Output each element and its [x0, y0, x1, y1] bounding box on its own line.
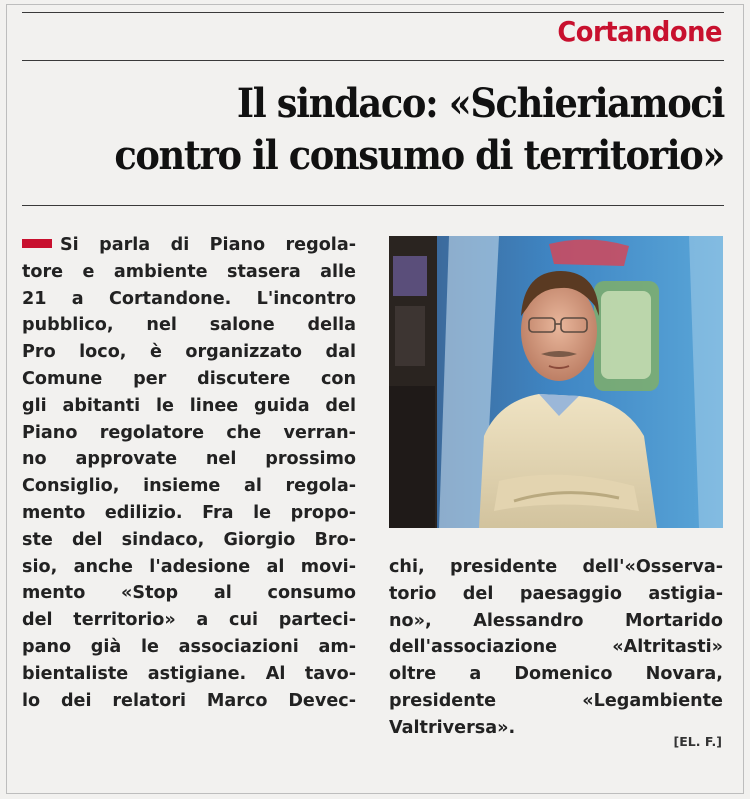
body-line: ste del sindaco, Giorgio Bro-	[22, 529, 356, 550]
body-line: Valtriversa».	[389, 717, 516, 738]
body-line: mento edilizio. Fra le propo-	[22, 502, 356, 523]
body-line: Pro loco, è organizzato dal	[22, 342, 356, 363]
body-line: Consiglio, insieme al regola-	[22, 476, 356, 497]
body-column-right	[389, 554, 723, 742]
lead-marker	[22, 239, 52, 248]
top-rule	[22, 12, 724, 13]
section-rule	[22, 60, 724, 61]
body-line: tore e ambiente stasera alle	[22, 261, 356, 282]
body-line: pubblico, nel salone della	[22, 315, 356, 336]
body-line: bientaliste astigiane. Al tavo-	[22, 663, 356, 684]
body-line: dell'associazione «Altritasti»	[389, 637, 723, 658]
body-line: sio, anche l'adesione al movi-	[22, 556, 356, 577]
body-line: 21 a Cortandone. L'incontro	[22, 288, 356, 309]
body-line: torio del paesaggio astigia-	[389, 583, 723, 604]
body-line: no approvate nel prossimo	[22, 449, 356, 470]
body-line: gli abitanti le linee guida del	[22, 395, 356, 416]
headline-rule	[22, 205, 724, 206]
body-line: lo dei relatori Marco Devec-	[22, 690, 356, 711]
headline	[24, 78, 724, 182]
body-line: del territorio» a cui parteci-	[22, 610, 356, 631]
headline-line-2: contro il consumo di territorio»	[114, 132, 725, 179]
body-line: Piano regolatore che verran-	[22, 422, 356, 443]
body-line: presidente «Legambiente	[389, 690, 723, 711]
section-label: Cortandone	[557, 15, 722, 48]
body-line: chi, presidente dell'«Osserva-	[389, 557, 723, 577]
body-line: pano già le associazioni am-	[22, 636, 356, 657]
body-column-left	[22, 232, 356, 714]
body-line: Comune per discutere con	[22, 368, 356, 389]
body-line: mento «Stop al consumo	[22, 583, 356, 604]
body-line: no», Alessandro Mortarido	[389, 610, 723, 631]
portrait-illustration	[389, 236, 723, 528]
portrait-photo	[389, 236, 723, 528]
author-signature: [EL. F.]	[673, 734, 722, 749]
body-line: Si parla di Piano regola-	[22, 232, 356, 259]
headline-line-1: Il sindaco: «Schieriamoci	[236, 80, 724, 127]
body-line: oltre a Domenico Novara,	[389, 664, 723, 685]
